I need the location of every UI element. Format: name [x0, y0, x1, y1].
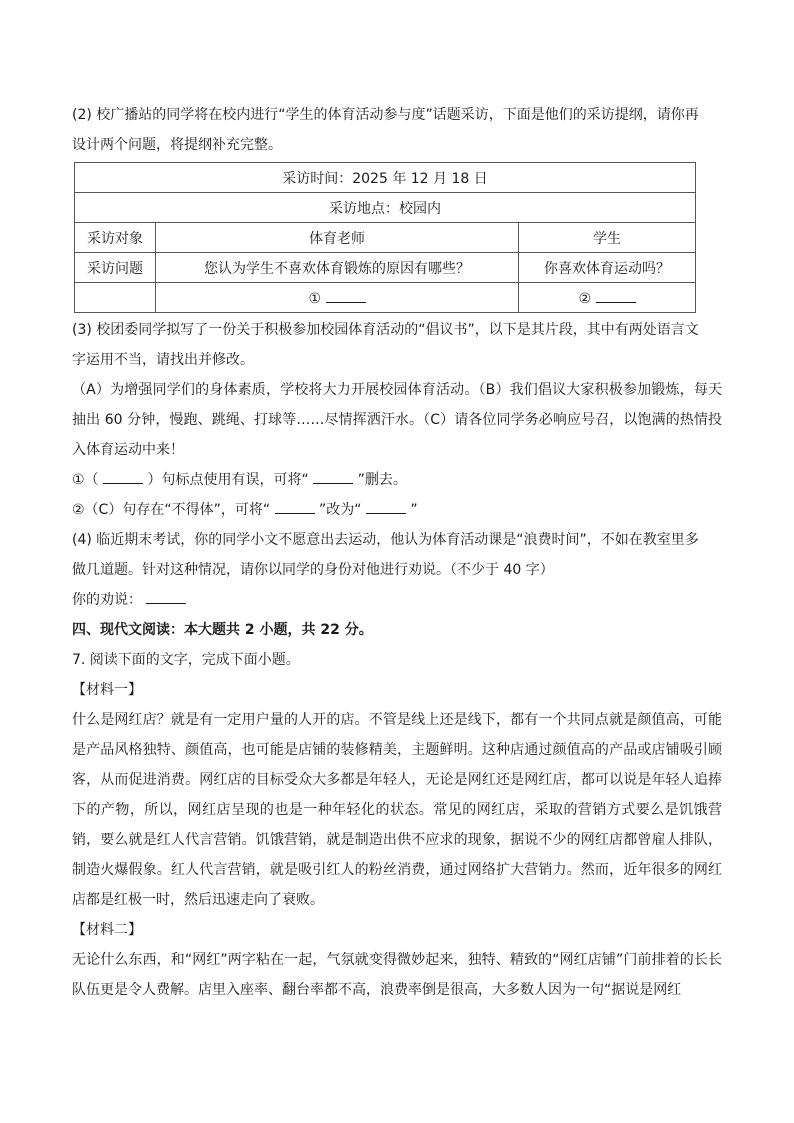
question-teacher-cell: 您认为学生不喜欢体育锻炼的原因有哪些？ — [156, 253, 519, 283]
q3-line1: (3) 校团委同学拟写了一份关于积极参加校园体育活动的“倡议书”，以下是其片段，其中有两处语言文 — [72, 322, 699, 338]
material2-title: 【材料二】 — [72, 922, 142, 938]
blank2-cell[interactable] — [519, 283, 696, 313]
table-row — [75, 253, 696, 283]
object-label-cell: 采访对象 — [75, 223, 156, 253]
table-row — [75, 193, 696, 223]
material1-title: 【材料一】 — [72, 682, 142, 698]
answer-blank-2[interactable] — [596, 288, 636, 303]
table-row — [75, 223, 696, 253]
q3-line2: 字运用不当，请找出并修改。 — [72, 352, 254, 368]
q3-ans2-part-b: ”改为“ — [319, 502, 362, 518]
material1-text: 什么是网红店？就是有一定用户量的人开的店。不管是线上还是线下，都有一个共同点就是颜值高，可能是产品风格独特、颜值高，也可能是店铺的装修精美，主题鲜明。这种店通过颜值高的产品或店铺吸引顾客，从而促进消费。网红店的目标受众大多都是年轻人，无论是网红还是网红店，都可以说是年轻人追捧下的产物，所以，网红店呈现的也是一种年轻化的状态。常见的网红店，采取的营销方式要么是饥饿营销，要么就是红人代言营销。饥饿营销，就是制造出供不应求的现象，据说不少的网红店都曾雇人排队，制造火爆假象。红人代言营销，就是吸引红人的粉丝消费，通过网络扩大营销力。然而，近年很多的网红店都是红极一时，然后迅速走向了衰败。 — [72, 712, 722, 908]
answer-blank-5[interactable] — [275, 499, 315, 514]
blank1-prefix: ① — [308, 291, 322, 307]
q4-line2: 做几道题。针对这种情况，请你以同学的身份对他进行劝说。（不少于 40 字） — [72, 562, 554, 578]
table-row — [75, 163, 696, 193]
q3-answer-2 — [72, 495, 722, 525]
q3-ans2-part-c: ” — [410, 502, 418, 518]
interview-place-cell: 采访地点：校园内 — [75, 193, 696, 223]
q7-title: 7. 阅读下面的文字，完成下面小题。 — [72, 652, 300, 668]
q3-ans1-part-a: ①（ — [72, 472, 99, 488]
q3-passage: （A）为增强同学们的身体素质，学校将大力开展校园体育活动。（B）我们倡议大家积极参加锻炼，每天抽出 60 分钟，慢跑、跳绳、打球等……尽情挥洒汗水。（C）请各位同学务必响应号召，以饱满的热情投入体育运动中来！ — [72, 382, 722, 458]
q4-line1: (4) 临近期末考试，你的同学小文不愿意出去运动，他认为体育活动课是“浪费时间”，不如在教室里多 — [72, 532, 699, 548]
blank1-cell[interactable] — [156, 283, 519, 313]
q4-answer-label: 你的劝说： — [72, 592, 142, 608]
blank2-prefix: ② — [578, 291, 592, 307]
material2-text: 无论什么东西，和“网红”两字粘在一起，气氛就变得微妙起来，独特、精致的“网红店铺”门前排着的长长队伍更是令人费解。店里入座率、翻台率都不高，浪费率倒是很高，大多数人因为一句“据说是网红 — [72, 952, 722, 998]
interview-time-cell: 采访时间：2025 年 12 月 18 日 — [75, 163, 696, 193]
question-student-cell: 你喜欢体育运动吗？ — [519, 253, 696, 283]
q3-ans2-part-a: ②（C）句存在“不得体”，可将“ — [72, 502, 271, 518]
question-label-cell: 采访问题 — [75, 253, 156, 283]
interview-outline-table — [74, 162, 696, 313]
object-student-cell: 学生 — [519, 223, 696, 253]
answer-blank-7[interactable] — [146, 589, 186, 604]
exam-page — [72, 100, 722, 1005]
answer-blank-1[interactable] — [326, 288, 366, 303]
q2-line2: 设计两个问题，将提纲补充完整。 — [72, 137, 282, 153]
answer-blank-3[interactable] — [103, 469, 143, 484]
q3-ans1-part-b: ）句标点使用有误，可将“ — [147, 472, 309, 488]
q3-ans1-part-c: ”删去。 — [357, 472, 407, 488]
object-teacher-cell: 体育老师 — [156, 223, 519, 253]
q3-answer-1 — [72, 465, 722, 495]
q4-answer — [72, 585, 722, 615]
section4-title: 四、现代文阅读：本大题共 2 小题，共 22 分。 — [72, 622, 373, 638]
answer-blank-6[interactable] — [366, 499, 406, 514]
answer-blank-4[interactable] — [313, 469, 353, 484]
q2-line1: (2) 校广播站的同学将在校内进行“学生的体育活动参与度”话题采访，下面是他们的采访提纲，请你再 — [72, 107, 699, 123]
empty-label-cell — [75, 283, 156, 313]
table-row — [75, 283, 696, 313]
